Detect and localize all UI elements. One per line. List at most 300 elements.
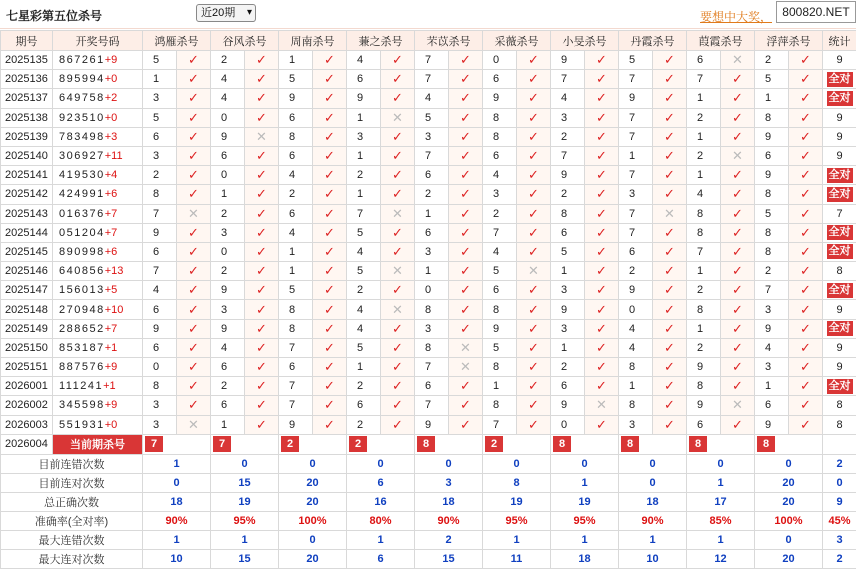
draw-sum: +4 xyxy=(104,169,118,182)
table-row xyxy=(1,281,856,300)
check-icon: ✓ xyxy=(460,243,471,259)
cross-icon: ✕ xyxy=(392,109,403,125)
top-bar xyxy=(0,0,856,29)
check-icon: ✓ xyxy=(800,282,811,298)
result-cell xyxy=(585,70,619,89)
draw-digits: 306927 xyxy=(59,150,105,163)
check-icon: ✓ xyxy=(528,128,539,144)
result-cell xyxy=(381,281,415,300)
check-icon: ✓ xyxy=(256,416,267,432)
draw-sum: +6 xyxy=(104,245,118,258)
kill-number-cell: 7 xyxy=(279,338,313,357)
table-row xyxy=(1,51,856,70)
summary-label: 目前连对次数 xyxy=(1,473,143,492)
check-icon: ✓ xyxy=(528,282,539,298)
result-cell xyxy=(585,300,619,319)
check-icon: ✓ xyxy=(732,71,743,87)
kill-number-cell: 1 xyxy=(687,89,721,108)
summary-value: 1 xyxy=(483,530,551,549)
summary-row xyxy=(1,511,856,530)
kill-number-cell: 6 xyxy=(415,166,449,185)
result-cell xyxy=(585,223,619,242)
result-cell xyxy=(585,358,619,377)
draw-cell xyxy=(53,223,143,242)
stat-cell xyxy=(823,434,856,454)
result-cell xyxy=(313,396,347,415)
result-cell xyxy=(789,262,823,281)
result-cell xyxy=(245,358,279,377)
check-icon: ✓ xyxy=(528,205,539,221)
result-cell xyxy=(245,108,279,127)
kill-number-cell: 7 xyxy=(687,242,721,261)
check-icon: ✓ xyxy=(460,205,471,221)
kill-number-cell: 9 xyxy=(551,396,585,415)
result-cell xyxy=(585,338,619,357)
summary-row xyxy=(1,530,856,549)
result-cell xyxy=(721,281,755,300)
check-icon: ✓ xyxy=(800,128,811,144)
kill-number-cell: 1 xyxy=(551,262,585,281)
kill-number-cell: 1 xyxy=(347,146,381,165)
check-icon: ✓ xyxy=(256,243,267,259)
kill-number-cell: 5 xyxy=(415,108,449,127)
summary-row xyxy=(1,473,856,492)
result-cell xyxy=(653,262,687,281)
check-icon: ✓ xyxy=(800,320,811,336)
stat-cell xyxy=(823,89,856,108)
check-icon: ✓ xyxy=(256,378,267,394)
result-cell xyxy=(245,166,279,185)
table-row xyxy=(1,223,856,242)
kill-number-cell: 2 xyxy=(551,358,585,377)
result-cell xyxy=(177,108,211,127)
cross-icon: ✕ xyxy=(528,263,539,279)
result-cell xyxy=(177,223,211,242)
result-cell xyxy=(653,396,687,415)
result-cell xyxy=(721,415,755,434)
result-cell xyxy=(449,185,483,204)
chevron-down-icon: ▾ xyxy=(246,7,252,18)
check-icon: ✓ xyxy=(392,339,403,355)
current-kill-cell xyxy=(347,434,415,454)
kill-number-cell: 2 xyxy=(619,262,653,281)
check-icon: ✓ xyxy=(460,224,471,240)
summary-stat: 9 xyxy=(823,492,856,511)
draw-cell xyxy=(53,146,143,165)
result-cell xyxy=(789,242,823,261)
result-cell xyxy=(313,319,347,338)
kill-number-cell: 1 xyxy=(279,262,313,281)
stat-cell: 9 xyxy=(823,358,856,377)
kill-number-cell: 8 xyxy=(483,300,517,319)
kill-number-cell: 3 xyxy=(619,415,653,434)
result-cell xyxy=(517,358,551,377)
result-cell xyxy=(449,146,483,165)
kill-number-cell: 3 xyxy=(551,319,585,338)
draw-sum: +13 xyxy=(104,265,124,278)
kill-number-cell: 3 xyxy=(143,146,177,165)
kill-number-cell: 8 xyxy=(619,396,653,415)
check-icon: ✓ xyxy=(528,148,539,164)
summary-value: 12 xyxy=(687,549,755,568)
check-icon: ✓ xyxy=(732,205,743,221)
kill-number-cell: 4 xyxy=(347,242,381,261)
current-kill-number: 7 xyxy=(213,436,231,452)
kill-number-cell: 2 xyxy=(415,185,449,204)
stat-cell xyxy=(823,223,856,242)
result-cell xyxy=(517,223,551,242)
full-correct-badge: 全对 xyxy=(828,187,851,200)
col-header-expert: 鸿雁杀号 xyxy=(143,31,211,51)
result-cell xyxy=(721,319,755,338)
issue-cell: 2025135 xyxy=(1,51,53,70)
check-icon: ✓ xyxy=(324,359,335,375)
result-cell xyxy=(789,204,823,223)
kill-number-cell: 4 xyxy=(483,166,517,185)
check-icon: ✓ xyxy=(324,243,335,259)
check-icon: ✓ xyxy=(528,186,539,202)
result-cell xyxy=(517,51,551,70)
check-icon: ✓ xyxy=(800,243,811,259)
cross-icon: ✕ xyxy=(188,416,199,432)
kill-number-cell: 0 xyxy=(619,300,653,319)
check-icon: ✓ xyxy=(732,416,743,432)
result-cell xyxy=(517,262,551,281)
check-icon: ✓ xyxy=(188,71,199,87)
draw-sum: +1 xyxy=(103,380,116,393)
kill-number-cell: 3 xyxy=(551,108,585,127)
kill-number-cell: 3 xyxy=(551,281,585,300)
check-icon: ✓ xyxy=(392,128,403,144)
check-icon: ✓ xyxy=(324,263,335,279)
summary-value: 1 xyxy=(143,454,211,473)
stat-cell: 9 xyxy=(823,127,856,146)
kill-number-cell: 7 xyxy=(415,358,449,377)
kill-number-cell: 7 xyxy=(483,415,517,434)
summary-value: 18 xyxy=(619,492,687,511)
issue-cell: 2025136 xyxy=(1,70,53,89)
summary-value: 8 xyxy=(483,473,551,492)
kill-number-cell: 8 xyxy=(483,127,517,146)
result-cell xyxy=(517,108,551,127)
stat-cell xyxy=(823,185,856,204)
kill-number-cell: 0 xyxy=(143,358,177,377)
table-row xyxy=(1,166,856,185)
full-correct-badge: 全对 xyxy=(828,168,851,181)
result-cell xyxy=(449,127,483,146)
result-cell xyxy=(517,396,551,415)
kill-number-cell: 9 xyxy=(483,89,517,108)
result-cell xyxy=(585,146,619,165)
kill-number-cell: 8 xyxy=(687,223,721,242)
current-kill-number: 8 xyxy=(689,436,707,452)
summary-value: 11 xyxy=(483,549,551,568)
result-cell xyxy=(245,146,279,165)
table-row xyxy=(1,242,856,261)
kill-number-cell: 4 xyxy=(347,319,381,338)
kill-number-cell: 1 xyxy=(347,185,381,204)
cross-icon: ✕ xyxy=(732,148,743,164)
result-cell xyxy=(517,185,551,204)
result-cell xyxy=(789,146,823,165)
current-kill-number: 8 xyxy=(621,436,639,452)
kill-number-cell: 5 xyxy=(755,204,789,223)
check-icon: ✓ xyxy=(460,167,471,183)
result-cell xyxy=(245,127,279,146)
result-cell xyxy=(653,70,687,89)
result-cell xyxy=(177,146,211,165)
kill-number-cell: 7 xyxy=(619,223,653,242)
draw-sum: +6 xyxy=(104,188,118,201)
summary-value: 0 xyxy=(755,530,823,549)
kill-number-cell: 5 xyxy=(143,51,177,70)
table-row xyxy=(1,108,856,127)
current-kill-cell xyxy=(279,434,347,454)
result-cell xyxy=(313,415,347,434)
kill-number-cell: 2 xyxy=(143,166,177,185)
check-icon: ✓ xyxy=(732,243,743,259)
check-icon: ✓ xyxy=(324,397,335,413)
result-cell xyxy=(585,185,619,204)
check-icon: ✓ xyxy=(256,167,267,183)
kill-number-cell: 1 xyxy=(415,204,449,223)
stat-cell xyxy=(823,377,856,396)
check-icon: ✓ xyxy=(324,186,335,202)
result-cell xyxy=(517,377,551,396)
summary-value: 1 xyxy=(551,473,619,492)
stat-cell: 9 xyxy=(823,338,856,357)
kill-number-cell: 2 xyxy=(687,108,721,127)
kill-number-cell: 6 xyxy=(143,242,177,261)
kill-number-cell: 7 xyxy=(619,108,653,127)
check-icon: ✓ xyxy=(664,71,675,87)
result-cell xyxy=(721,300,755,319)
full-correct-badge: 全对 xyxy=(828,226,851,239)
result-cell xyxy=(449,396,483,415)
check-icon: ✓ xyxy=(732,109,743,125)
stat-cell xyxy=(823,70,856,89)
check-icon: ✓ xyxy=(596,339,607,355)
kill-number-cell: 9 xyxy=(755,319,789,338)
issue-cell: 2025149 xyxy=(1,319,53,338)
current-kill-cell xyxy=(211,434,279,454)
kill-number-cell: 2 xyxy=(483,204,517,223)
check-icon: ✓ xyxy=(596,378,607,394)
result-cell xyxy=(449,281,483,300)
draw-sum: +9 xyxy=(104,361,118,374)
result-cell xyxy=(789,358,823,377)
kill-number-cell: 6 xyxy=(551,377,585,396)
result-cell xyxy=(721,89,755,108)
check-icon: ✓ xyxy=(460,109,471,125)
kill-number-cell: 5 xyxy=(347,262,381,281)
check-icon: ✓ xyxy=(596,90,607,106)
check-icon: ✓ xyxy=(392,378,403,394)
check-icon: ✓ xyxy=(392,186,403,202)
summary-value: 95% xyxy=(551,511,619,530)
check-icon: ✓ xyxy=(664,128,675,144)
draw-cell xyxy=(53,70,143,89)
check-icon: ✓ xyxy=(732,339,743,355)
check-icon: ✓ xyxy=(392,148,403,164)
check-icon: ✓ xyxy=(800,378,811,394)
result-cell xyxy=(721,242,755,261)
kill-number-cell: 3 xyxy=(415,127,449,146)
check-icon: ✓ xyxy=(664,320,675,336)
issue-cell: 2025141 xyxy=(1,166,53,185)
stat-cell: 7 xyxy=(823,204,856,223)
check-icon: ✓ xyxy=(732,90,743,106)
result-cell xyxy=(789,89,823,108)
check-icon: ✓ xyxy=(664,109,675,125)
check-icon: ✓ xyxy=(256,148,267,164)
kill-number-cell: 7 xyxy=(619,166,653,185)
check-icon: ✓ xyxy=(256,339,267,355)
check-icon: ✓ xyxy=(800,167,811,183)
result-cell xyxy=(517,281,551,300)
result-cell xyxy=(177,300,211,319)
kill-number-cell: 8 xyxy=(755,223,789,242)
result-cell xyxy=(789,415,823,434)
kill-number-cell: 6 xyxy=(279,204,313,223)
issue-cell: 2025150 xyxy=(1,338,53,357)
result-cell xyxy=(245,319,279,338)
kill-number-cell: 2 xyxy=(755,51,789,70)
issue-cell: 2025147 xyxy=(1,281,53,300)
site-badge: 800820.NET xyxy=(776,1,856,23)
kill-number-cell: 6 xyxy=(755,146,789,165)
summary-stat: 2 xyxy=(823,454,856,473)
kill-number-cell: 9 xyxy=(143,319,177,338)
period-select[interactable] xyxy=(196,4,256,22)
summary-stat: 3 xyxy=(823,530,856,549)
summary-value: 0 xyxy=(619,454,687,473)
draw-cell xyxy=(53,358,143,377)
issue-cell: 2026002 xyxy=(1,396,53,415)
draw-digits: 853187 xyxy=(59,341,105,354)
result-cell xyxy=(245,396,279,415)
summary-value: 20 xyxy=(755,549,823,568)
check-icon: ✓ xyxy=(800,359,811,375)
col-header-expert: 谷风杀号 xyxy=(211,31,279,51)
check-icon: ✓ xyxy=(800,339,811,355)
kill-number-cell: 3 xyxy=(755,300,789,319)
check-icon: ✓ xyxy=(732,378,743,394)
draw-cell xyxy=(53,127,143,146)
kill-number-cell: 7 xyxy=(551,146,585,165)
result-cell xyxy=(313,338,347,357)
kill-number-cell: 7 xyxy=(143,262,177,281)
summary-row xyxy=(1,492,856,511)
kill-number-cell: 0 xyxy=(211,108,245,127)
check-icon: ✓ xyxy=(324,52,335,68)
result-cell xyxy=(177,127,211,146)
summary-value: 0 xyxy=(687,454,755,473)
check-icon: ✓ xyxy=(528,378,539,394)
check-icon: ✓ xyxy=(256,263,267,279)
kill-number-cell: 8 xyxy=(687,204,721,223)
check-icon: ✓ xyxy=(732,320,743,336)
check-icon: ✓ xyxy=(664,359,675,375)
result-cell xyxy=(381,204,415,223)
draw-cell xyxy=(53,262,143,281)
current-kill-number: 8 xyxy=(553,436,571,452)
result-cell xyxy=(585,281,619,300)
kill-number-cell: 2 xyxy=(755,262,789,281)
result-cell xyxy=(653,108,687,127)
check-icon: ✓ xyxy=(392,52,403,68)
draw-digits: 923510 xyxy=(59,111,105,124)
kill-number-cell: 3 xyxy=(619,185,653,204)
promo-link[interactable]: 要想中大奖， xyxy=(700,10,773,24)
result-cell xyxy=(789,223,823,242)
result-cell xyxy=(313,300,347,319)
summary-label: 最大连错次数 xyxy=(1,530,143,549)
draw-sum: +7 xyxy=(104,322,118,335)
result-cell xyxy=(449,89,483,108)
summary-value: 100% xyxy=(755,511,823,530)
summary-value: 0 xyxy=(143,473,211,492)
result-cell xyxy=(313,223,347,242)
result-cell xyxy=(517,415,551,434)
result-cell xyxy=(721,166,755,185)
result-cell xyxy=(313,242,347,261)
stat-cell xyxy=(823,166,856,185)
result-cell xyxy=(653,358,687,377)
check-icon: ✓ xyxy=(528,301,539,317)
table-row xyxy=(1,127,856,146)
check-icon: ✓ xyxy=(528,397,539,413)
result-cell xyxy=(313,146,347,165)
draw-digits: 270948 xyxy=(59,303,105,316)
current-kill-number: 2 xyxy=(349,436,367,452)
summary-value: 90% xyxy=(143,511,211,530)
result-cell xyxy=(449,51,483,70)
check-icon: ✓ xyxy=(188,186,199,202)
result-cell xyxy=(245,338,279,357)
summary-value: 15 xyxy=(415,549,483,568)
current-kill-cell xyxy=(483,434,551,454)
result-cell xyxy=(177,185,211,204)
check-icon: ✓ xyxy=(800,148,811,164)
result-cell xyxy=(517,204,551,223)
result-cell xyxy=(517,319,551,338)
draw-cell xyxy=(53,396,143,415)
kill-number-cell: 9 xyxy=(211,281,245,300)
summary-value: 0 xyxy=(279,454,347,473)
kill-number-cell: 4 xyxy=(143,281,177,300)
check-icon: ✓ xyxy=(460,301,471,317)
summary-value: 95% xyxy=(211,511,279,530)
kill-number-cell: 4 xyxy=(211,70,245,89)
summary-value: 10 xyxy=(619,549,687,568)
check-icon: ✓ xyxy=(460,263,471,279)
result-cell xyxy=(177,377,211,396)
kill-number-cell: 9 xyxy=(619,89,653,108)
current-issue-row xyxy=(1,434,856,454)
summary-value: 1 xyxy=(551,530,619,549)
draw-cell xyxy=(53,300,143,319)
current-kill-label: 当前期杀号 xyxy=(53,434,143,454)
kill-number-cell: 7 xyxy=(415,70,449,89)
kill-number-cell: 3 xyxy=(143,415,177,434)
kill-number-cell: 4 xyxy=(619,319,653,338)
kill-number-cell: 3 xyxy=(143,89,177,108)
result-cell xyxy=(177,89,211,108)
draw-digits: 016376 xyxy=(59,207,105,220)
check-icon: ✓ xyxy=(460,186,471,202)
stat-cell: 9 xyxy=(823,108,856,127)
